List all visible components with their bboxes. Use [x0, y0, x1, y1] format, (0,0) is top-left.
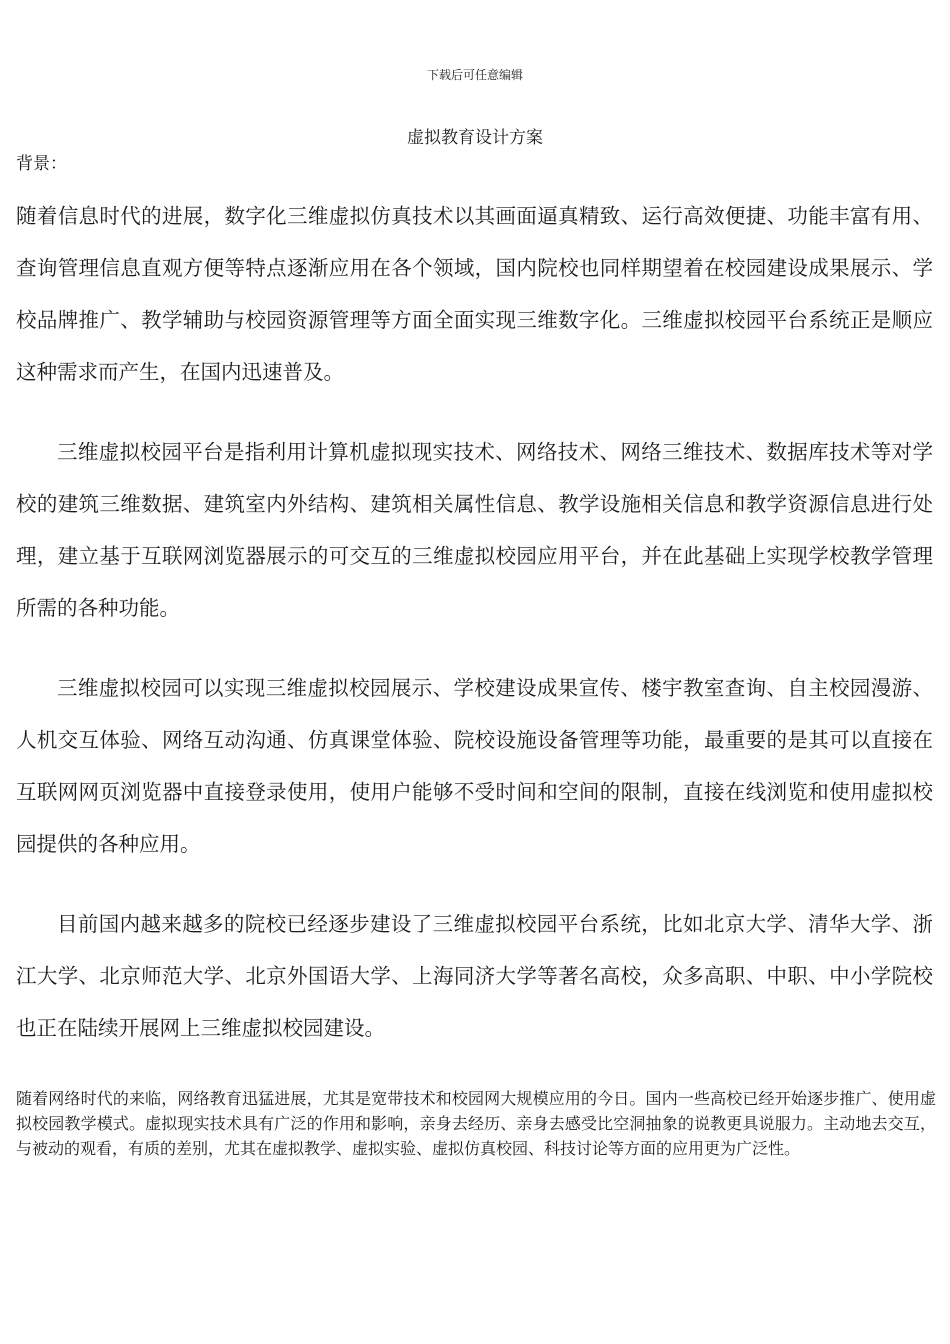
download-note: 下载后可任意编辑	[426, 68, 523, 82]
document-body	[16, 190, 933, 1082]
paragraph-platform-functions: 三维虚拟校园可以实现三维虚拟校园展示、学校建设成果宣传、楼宇教室查询、自主校园漫游、人机交互体验、网络互动沟通、仿真课堂体验、院校设施设备管理等功能，最重要的是其可以直接在互联网网页浏览器中直接登录使用，使用户能够不受时间和空间的限制，直接在线浏览和使用虚拟校园提供的各种应用。	[16, 676, 933, 856]
paragraph-closing: 随着网络时代的来临，网络教育迅猛进展，尤其是宽带技术和校园网大规模应用的今日。国内一些高校已经开始逐步推广、使用虚拟校园教学模式。虚拟现实技术具有广泛的作用和影响，亲身去经历、亲身去感受比空洞抽象的说教更具说服力。主动地去交互，与被动的观看，有质的差别，尤其在虚拟教学、虚拟实验、虚拟仿真校园、科技讨论等方面的应用更为广泛性。	[16, 1089, 936, 1158]
section-label-background: 背景：	[16, 154, 67, 174]
paragraph-adoption: 目前国内越来越多的院校已经逐步建设了三维虚拟校园平台系统，比如北京大学、清华大学、浙江大学、北京师范大学、北京外国语大学、上海同济大学等著名高校，众多高职、中职、中小学院校也正在陆续开展网上三维虚拟校园建设。	[16, 912, 933, 1040]
document-title: 虚拟教育设计方案	[407, 128, 543, 148]
paragraph-platform-definition: 三维虚拟校园平台是指利用计算机虚拟现实技术、网络技术、网络三维技术、数据库技术等对学校的建筑三维数据、建筑室内外结构、建筑相关属性信息、教学设施相关信息和教学资源信息进行处理，建立基于互联网浏览器展示的可交互的三维虚拟校园应用平台，并在此基础上实现学校教学管理所需的各种功能。	[16, 440, 933, 620]
paragraph-intro: 随着信息时代的进展，数字化三维虚拟仿真技术以其画面逼真精致、运行高效便捷、功能丰富有用、查询管理信息直观方便等特点逐渐应用在各个领域，国内院校也同样期望着在校园建设成果展示、学校品牌推广、教学辅助与校园资源管理等方面全面实现三维数字化。三维虚拟校园平台系统正是顺应这种需求而产生，在国内迅速普及。	[16, 204, 933, 384]
